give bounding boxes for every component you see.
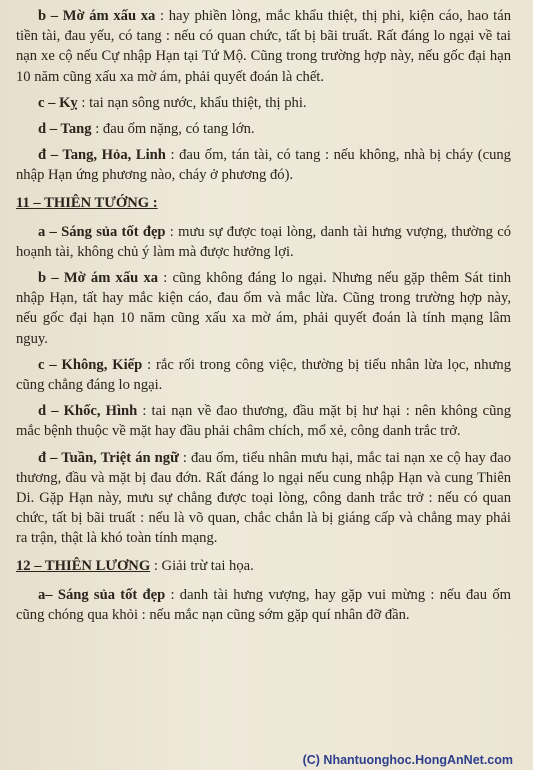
paragraph-lead: c – Kỵ	[38, 94, 78, 111]
paragraph	[16, 585, 511, 625]
paragraph	[16, 222, 511, 262]
paragraph-lead: d – Tang	[38, 121, 92, 138]
paragraph	[16, 119, 511, 139]
paragraph-lead: a– Sáng sủa tốt đẹp	[38, 586, 166, 603]
paragraph-lead: b – Mờ ám xấu xa	[38, 8, 156, 24]
section-heading-thien-luong	[16, 556, 511, 576]
section-heading-title: 12 – THIÊN LƯƠNG	[16, 557, 151, 574]
section-heading-thien-tuong: 11 – THIÊN TƯỚNG :	[16, 194, 158, 211]
paragraph	[16, 268, 511, 349]
paragraph-text: : mưu sự được toại lòng, danh tài hưng vượng, thường có hoạnh tài, không chủ ý làm mà được hưởng lợi.	[16, 223, 511, 260]
paragraph-lead: đ – Tang, Hỏa, Linh	[38, 147, 166, 164]
paragraph-text: : tai nạn sông nước, khẩu thiệt, thị phi.	[77, 94, 307, 111]
paragraph-text: : rắc rối trong công việc, thường bị tiểu nhân lừa lọc, nhưng cũng chẳng đáng lo ngại.	[16, 356, 511, 394]
section-heading-subtitle: : Giải trừ tai họa.	[150, 557, 254, 574]
paragraph-lead: a – Sáng sủa tốt đẹp	[38, 223, 166, 240]
paragraph	[16, 355, 511, 395]
watermark-footer: (C) Nhantuonghoc.HongAnNet.com	[302, 753, 513, 767]
paragraph-text: : đau ốm, tán tài, có tang : nếu không, nhà bị cháy (cung nhập Hạn ứng phương nào, cháy ở phương đó).	[16, 147, 511, 184]
paragraph	[16, 448, 511, 549]
paragraph-lead: đ – Tuần, Triệt án ngữ	[38, 449, 179, 466]
paragraph-text: : danh tài hưng vượng, hay gặp vui mừng : nếu đau ốm cũng chóng qua khỏi : nếu mắc nạn cũng sớm gặp quí nhân đỡ đần.	[16, 586, 511, 623]
paragraph	[16, 6, 511, 87]
paragraph	[16, 93, 511, 113]
paragraph-lead: b – Mờ ám xấu xa	[38, 270, 159, 287]
paragraph-lead: c – Không, Kiếp	[38, 356, 143, 373]
paragraph-lead: d – Khốc, Hình	[38, 403, 138, 420]
paragraph-text: : tai nạn về đao thương, đầu mặt bị hư hại : nên không cũng mắc bệnh thuộc về mặt hay đầu phải châm chích, mổ xẻ, công danh trắc trở.	[16, 403, 512, 440]
paragraph-text: : đau ốm, tiểu nhân mưu hại, mắc tai nạn xe cộ hay đao thương, đầu và mặt bị đau đớn. Rất đáng lo ngại nếu cung nhập Hạn và cung Thiên Di. Gặp Hạn này, mưu sự chẳng được toại lòng, công danh trắc trở : nếu có quan chức, tất bị bãi truất : nếu là võ quan, chắc chắn là bị giáng cấp và chẳng may phải ra trận, thật là khó toàn tính mạng.	[16, 449, 511, 547]
paragraph-text: : cũng không đáng lo ngại. Nhưng nếu gặp thêm Sát tinh nhập Hạn, tất hay mắc kiện cáo, đau ốm và mắc lừa. Cũng trong trường hợp này, nếu gốc đại hạn 10 năm cũng xấu xa mờ ám, phải quyết đoán là tính mạng lâm nguy.	[16, 270, 511, 347]
paragraph-text: : đau ốm nặng, có tang lớn.	[91, 121, 255, 138]
paragraph-text: : hay phiền lòng, mắc khẩu thiệt, thị phi, kiện cáo, hao tán tiền tài, đau yếu, có tang : nếu có quan chức, tất bị bãi truất. Rất đáng lo ngại về tai nạn xe cộ nếu Cự nhập Hạn tại Tứ Mộ. Cũng trong trường hợp này, nếu gốc đại hạn 10 năm cũng xấu xa mờ ám, phải quyết đoán là chết.	[16, 8, 511, 85]
paragraph	[16, 145, 511, 185]
paragraph	[16, 401, 511, 441]
